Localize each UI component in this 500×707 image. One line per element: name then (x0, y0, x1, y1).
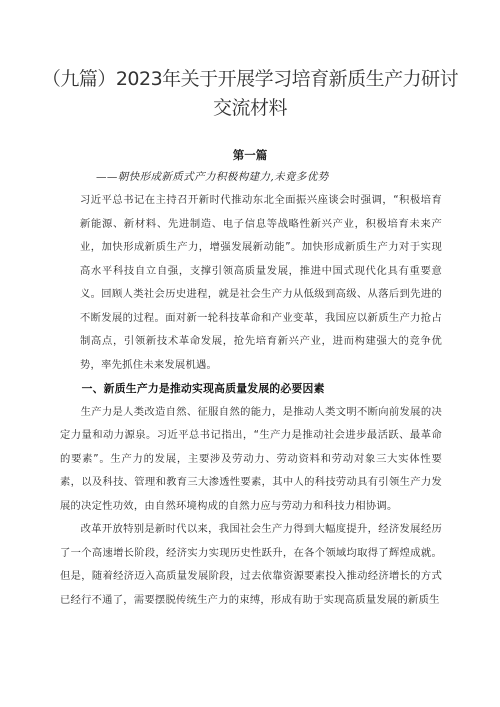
section-heading: 一、新质生产力是推动实现高质量发展的必要因素 (81, 382, 325, 395)
paragraph: 生产力是人类改造自然、征服自然的能力，是推动人类文明不断向前发展的决定力量和动力源泉。习近平总书记指出，“生产力是推动社会进步最活跃、最革命的要素”。生产力的发展，主要涉及劳动力、劳动资料和劳动对象三大实体性要素，以及科技、管理和教育三大渗透性要素，其中人的科技劳动具有引领生产力发展的决定性功效，由自然环境构成的自然力应与劳动力和科技力相协调。 (60, 405, 442, 512)
paragraph: 改革开放特别是新时代以来，我国社会生产力得到大幅度提升，经济发展经历了一个高速增长阶段，经济实力实现历史性跃升，在各个领域均取得了辉煌成就。但是，随着经济迈入高质量发展阶段，过去依靠资源要素投入推动经济增长的方式已经行不通了，需要摆脱传统生产力的束缚，形成有助于实现高质量发展的新质生 (60, 523, 442, 606)
document-body (60, 189, 442, 612)
chapter-subtitle: ——朝快形成新质式产力积极构建力,未竟多优势 (96, 171, 329, 183)
paragraph: 习近平总书记在主持召开新时代推动东北全面振兴座谈会时强调，“积极培育新能源、新材料、先进制造、电子信息等战略性新兴产业，积极培育未来产业，加快形成新质生产力，增强发展新动能”。加快形成新质生产力对于实现高水平科技自立自强，支撑引领高质量发展，推进中国式现代化具有重要意义。回顾人类社会历史进程，就是社会生产力从低级到高级、从落后到先进的不断发展的过程。面对新一轮科技革命和产业变革，我国应以新质生产力抢占制高点，引领新技术革命发展，抢先培育新兴产业，进而构建强大的竞争优势，率先抓住未来发展机遇。 (80, 194, 442, 371)
chapter-heading: 第一篇 (232, 148, 268, 162)
document-title: （九篇）2023年关于开展学习培育新质生产力研讨交流材料 (41, 68, 459, 119)
